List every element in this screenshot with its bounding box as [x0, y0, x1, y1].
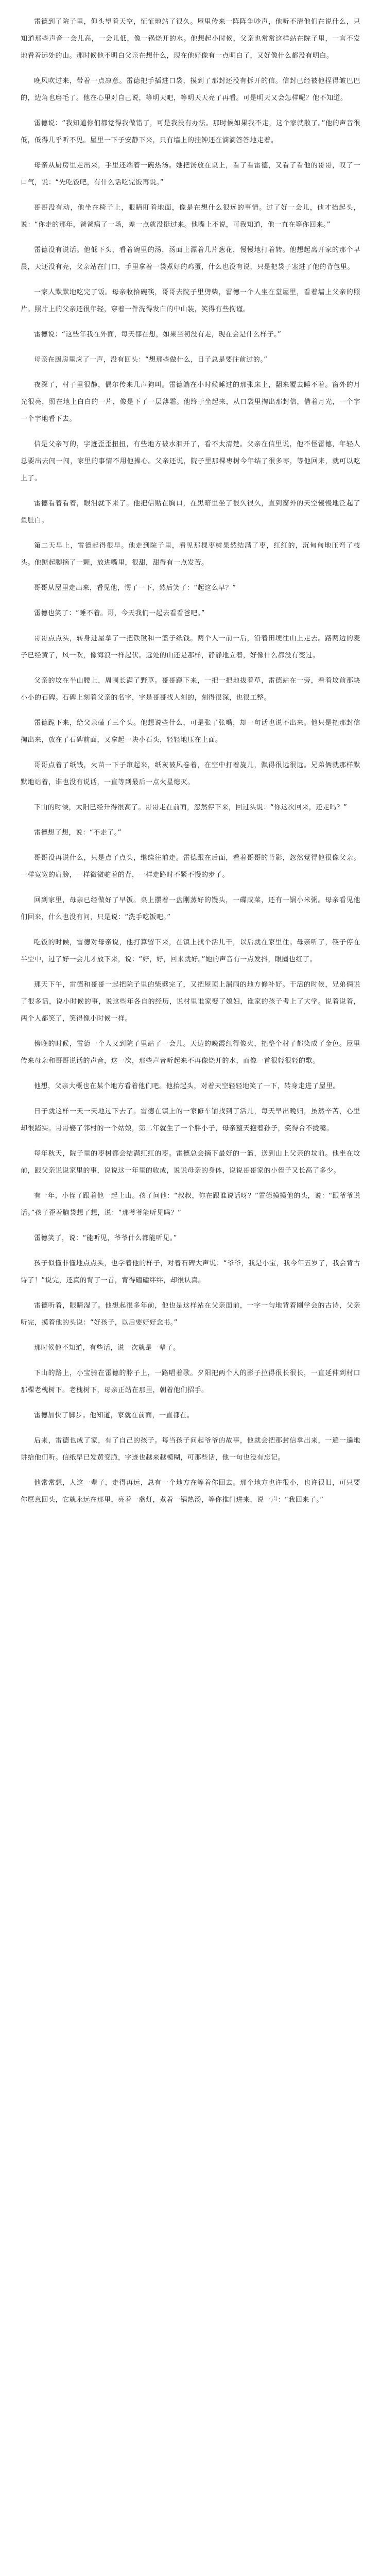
paragraph: 雷德加快了脚步。他知道，家就在前面，一直都在。	[34, 1412, 194, 1419]
paragraph: 一家人默默地吃完了饭。母亲收拾碗筷，哥哥去院子里劈柴，雷德一个人坐在堂屋里，看着墙上父亲的照片。照片上的父亲还很年轻，穿着一件洗得发白的中山装，笑得有些拘谨。	[21, 289, 360, 313]
paragraph: 雷德听着，眼睛湿了。他想起很多年前，他也是这样站在父亲面前，一字一句地背着刚学会的古诗，父亲听完，摸着他的头说：“好孩子，以后要好好念书。”	[21, 1302, 360, 1327]
paragraph: 雷德说：“这些年我在外面，每天都在想，如果当初没有走，现在会是什么样子。”	[34, 331, 282, 338]
paragraph: 哥哥从屋里走出来，看见他，愣了一下，然后笑了：“起这么早？”	[34, 584, 236, 592]
paragraph: 傍晚的时候，雷德一个人又到院子里站了一会儿。天边的晚霞红得像火，把整个村子都染成了金色。屋里传来母亲和哥哥说话的声音，这一次，那些声音听起来不再像烧开的水，而像一首很轻很轻的歌。	[21, 1040, 360, 1065]
paragraph: 他常常想，人这一辈子，走得再远，总有一个地方在等着你回去。那个地方也许很小，也许很旧，可只要你愿意回头，它就永远在那里，亮着一盏灯，煮着一锅热汤，等你推门进来，说一声：“我回来了。”	[21, 1479, 360, 1504]
paragraph: 日子就这样一天一天地过下去了。雷德在镇上的一家修车铺找到了活儿，每天早出晚归，虽然辛苦，心里却很踏实。哥哥娶了邻村的一个姑娘，第二年就生了一个胖小子，母亲整天抱着孙子，笑得合不拢嘴。	[21, 1108, 360, 1132]
paragraph: 晚风吹过来，带着一点凉意。雷德把手插进口袋，摸到了那封还没有拆开的信。信封已经被他捏得皱巴巴的，边角也磨毛了。他在心里对自己说，等明天吧，等明天天亮了再看。可是明天又会怎样呢？他不知道。	[21, 77, 360, 102]
paragraph: 孩子似懂非懂地点点头，也学着他的样子，对着石碑大声说：“爷爷，我是小宝，我今年五岁了，我会背古诗了！”说完，还真的背了一首，背得磕磕绊绊，却很认真。	[21, 1260, 360, 1284]
paragraph: 母亲在厨房里应了一声，没有回头：“想那些做什么，日子总是要往前过的。”	[34, 356, 268, 364]
paragraph: 那天下午，雷德和哥哥一起把院子里的柴劈完了，又把屋顶上漏雨的地方修补好。干活的时候，兄弟俩说了很多话，说小时候的事，说这些年各自的经历，说村里谁家娶了媳妇，谁家的孩子考上了大学。说着说着，两个人都笑了，笑得像小时候一样。	[21, 981, 360, 1023]
paragraph: 哥哥点着了纸钱，火苗一下子窜起来，纸灰被风卷着，在空中打着旋儿，飘得很远很远。兄弟俩就那样默默地站着，谁也没有说话，一直等到最后一点火星熄灭。	[21, 761, 360, 786]
paragraph: 有一年，小侄子跟着他一起上山。孩子问他：“叔叔，你在跟谁说话呀？”雷德摸摸他的头，说：“跟爷爷说话。”孩子歪着脑袋想了想，说：“那爷爷能听见吗？”	[21, 1192, 360, 1217]
paragraph: 雷德跪下来，给父亲磕了三个头。他想说些什么，可是张了张嘴，却一句话也说不出来。他只是把那封信掏出来，放在了石碑前面，又拿起一块小石头，轻轻地压在上面。	[21, 719, 360, 744]
paragraph: 雷德看着看着，眼泪就下来了。他把信贴在胸口，在黑暗里坐了很久很久，直到窗外的天空慢慢地泛起了鱼肚白。	[21, 500, 360, 524]
paragraph: 雷德想了想，说：“不走了。”	[34, 829, 122, 837]
paragraph: 信是父亲写的，字迹歪歪扭扭，有些地方被水洇开了，看不太清楚。父亲在信里说，他不怪雷德，年轻人总要出去闯一闯，家里的事情不用他操心。父亲还说，院子里那棵枣树今年结了很多枣，等他回来，就可以吃上了。	[21, 440, 360, 482]
paragraph: 雷德没有说话。他低下头，看着碗里的汤，汤面上漂着几片葱花，慢慢地打着转。他想起离开家的那个早晨，天还没有亮，父亲站在门口，手里拿着一袋煮好的鸡蛋，什么也没有说，只是把袋子塞进了他的背包里。	[21, 246, 360, 271]
paragraph: 哥哥没再说什么，只是点了点头，继续往前走。雷德跟在后面，看着哥哥的背影，忽然觉得他很像父亲。一样宽宽的肩膀，一样微微驼着的背，一样走路时不紧不慢的步子。	[21, 854, 360, 879]
paragraph: 雷德也笑了：“睡不着。哥，今天我们一起去看看爸吧。”	[34, 609, 205, 617]
paragraph: 夜深了，村子里很静，偶尔传来几声狗叫。雷德躺在小时候睡过的那张床上，翻来覆去睡不着。窗外的月光很亮，照在地上白白的一片，像是下了一层薄霜。他终于坐起来，从口袋里掏出那封信，借着月光，一个字一个字地看下去。	[21, 381, 360, 423]
paragraph: 下山的路上，小宝骑在雷德的脖子上，一路唱着歌。夕阳把两个人的影子拉得很长很长，一直延伸到村口那棵老槐树下。老槐树下，母亲正站在那里，朝着他们招手。	[21, 1369, 360, 1394]
paragraph: 雷德笑了，说：“能听见，爷爷什么都能听见。”	[34, 1234, 177, 1242]
paragraph: 雷德到了院子里，仰头望着天空，怔怔地站了很久。屋里传来一阵阵争吵声，他听不清他们在说什么，只知道那些声音一会儿高，一会儿低，像一锅烧开的水。他想起小时候，父亲也常常这样站在院子里，一言不发地看着远处的山。那时候他不明白父亲在想什么，现在他好像有一点明白了，又好像什么都没有明白。	[21, 18, 360, 60]
paragraph: 那时候他不知道，有些话，说一次就是一辈子。	[34, 1344, 180, 1352]
paragraph: 雷德说：“我知道你们都觉得我做错了，可是我没有办法。那时候如果我不走，这个家就散了。”他的声音很低，低得几乎听不见。屋里一下子安静下来，只有墙上的挂钟还在滴滴答答地走着。	[21, 120, 360, 144]
paragraph: 他想，父亲大概也在某个地方看着他们吧。他抬起头，对着天空轻轻地笑了一下，转身走进了屋里。	[34, 1082, 340, 1090]
paragraph: 父亲的坟在半山腰上，周围长满了野草。哥哥蹲下来，一把一把地拔着草，雷德站在一旁，看着坟前那块小小的石碑。石碑上刻着父亲的名字，字是哥哥找人刻的，刻得很深，也很工整。	[21, 677, 360, 702]
paragraph: 第二天早上，雷德起得很早。他走到院子里，看见那棵枣树果然结满了枣，红红的，沉甸甸地压弯了枝头。他踮起脚摘了一颗，放进嘴里，很甜，甜得有一点发苦。	[21, 542, 360, 567]
paragraph: 后来，雷德也成了家，有了自己的孩子。每当孩子问起爷爷的故事，他就会把那封信拿出来，一遍一遍地讲给他们听。信纸早已发黄变脆，字迹也越来越模糊，可那些话，他一句也没有忘记。	[21, 1437, 360, 1462]
paragraph: 每年秋天，院子里的枣树都会结满红红的枣。雷德总会摘下最好的一篮，送到山上父亲的坟前。他坐在坟前，跟父亲说说家里的事，说说这一年里的收成，说说母亲的身体，说说哥哥家的小侄子又长高了多少。	[21, 1150, 360, 1175]
paragraph: 哥哥没有动，他坐在椅子上，眼睛盯着地面，像是在想什么很远的事情。过了好一会儿，他才抬起头，说：“你走的那年，爸爸病了一场，差一点就没挺过来。他嘴上不说，可我知道，他一直在等你回来。”	[21, 204, 360, 229]
paragraph: 下山的时候，太阳已经升得很高了。哥哥走在前面，忽然停下来，回过头说：“你这次回来，还走吗？”	[34, 804, 348, 811]
paragraph: 吃饭的时候，雷德对母亲说，他打算留下来，在镇上找个活儿干，以后就在家里住。母亲听了，筷子停在半空中，过了好一会儿才放下来，说：“好，好，回来就好。”她的声音有一点发抖，眼圈也红了。	[21, 939, 360, 963]
paragraph: 哥哥点点头，转身进屋拿了一把铁锹和一篮子纸钱。两个人一前一后，沿着田埂往山上走去。路两边的麦子已经黄了，风一吹，像海浪一样起伏。远处的山还是那样，静静地立着，好像什么都没有变过。	[21, 635, 360, 659]
paragraph: 母亲从厨房里走出来，手里还端着一碗热汤。她把汤放在桌上，看了看雷德，又看了看他的哥哥，叹了一口气，说：“先吃饭吧，有什么话吃完饭再说。”	[21, 162, 360, 187]
paragraph: 回到家里，母亲已经做好了早饭。桌上摆着一盘刚蒸好的馒头，一碟咸菜，还有一锅小米粥。母亲看见他们回来，什么也没有问，只是说：“洗手吃饭吧。”	[21, 896, 360, 921]
